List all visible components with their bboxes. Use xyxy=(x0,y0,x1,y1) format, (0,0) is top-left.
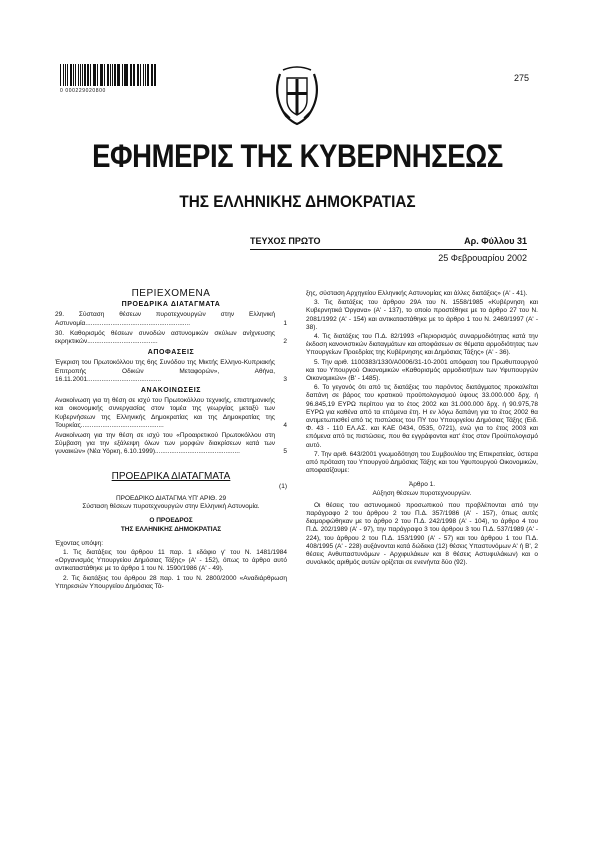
barcode-bar xyxy=(63,64,64,86)
barcode-bar xyxy=(78,64,79,86)
barcode-bar xyxy=(97,64,98,86)
barcode-bar xyxy=(147,64,149,86)
barcode-bar xyxy=(101,64,102,86)
gazette-subtitle: ΤΗΣ ΕΛΛΗΝΙΚΗΣ ΔΗΜΟΚΡΑΤΙΑΣ xyxy=(179,192,416,211)
barcode-bar xyxy=(84,64,85,86)
barcode-bar xyxy=(138,64,139,86)
toc-section-heading: ΑΝΑΚΟΙΝΩΣΕΙΣ xyxy=(140,387,202,395)
greek-coat-of-arms-icon xyxy=(274,66,320,126)
barcode-bar xyxy=(90,64,91,86)
barcode-bar xyxy=(151,64,152,86)
barcode-bar xyxy=(154,64,155,86)
article-text: Οι θέσεις του αστυνομικού προσωπικού που προβλέπονται από την παράγραφο 2 του άρθρου 2 του Π.Δ. 357/1986 (Α' - 157), όπως αυτές διαμορφώθηκαν με το άρθρο 2 του Π.Δ. 242/1998 (Α' - 104), το άρθρο 4 του Π.Δ. 202/1989 (Α' - 97), την παράγραφο 3 του άρθρου 3 του Π.Δ. 537/1989 (Α' - 224), του άρθρου 2 του Π.Δ. 153/1990 (Α' - 57) και του άρθρου 1 του Π.Δ. 408/1995 (Α' - 228) αυξάνονται κατά δώδεκα (12) θέσεις Υπαστυνόμων Α' ή Β', 2 θέσεις Ανθυπαστυνόμων - Αρχιφυλάκων και 8 θέσεις Αστυφυλάκων) και ο συνολικός αριθμός αυτών ορίζεται σε ενενήντα δύο (92). xyxy=(306,501,538,567)
barcode-bar xyxy=(118,64,119,86)
decree-paragraph: 2. Τις διατάξεις του άρθρου 28 παρ. 1 του Ν. 2800/2000 «Αναδιάρθρωση Υπηρεσιών Υπουργείου Δημόσιας Τά- xyxy=(55,574,287,590)
decree-paragraph: 7. Την αριθ. 643/2001 γνωμοδότηση του Συμβουλίου της Επικρατείας, ύστερα από πρόταση του Υπουργού Δημόσιας Τάξης και του Υφυπουργού Οικονομικών, αποφασίζουμε: xyxy=(306,450,538,475)
barcode-bar xyxy=(70,64,72,86)
barcode-bar xyxy=(80,64,81,86)
having-regard: Έχοντας υπόψη: xyxy=(55,539,104,547)
barcode-bar xyxy=(122,64,123,86)
president-line-2: ΤΗΣ ΕΛΛΗΝΙΚΗΣ ΔΗΜΟΚΡΑΤΙΑΣ xyxy=(120,525,222,533)
toc-section-heading: ΠΡΟΕΔΡΙΚΑ ΔΙΑΤΑΓΜΑΤΑ xyxy=(121,301,221,309)
barcode-bar xyxy=(73,64,74,86)
barcode-bar xyxy=(87,64,89,86)
toc-title: ΠΕΡΙΕΧΟΜΕΝΑ xyxy=(131,288,211,299)
barcode-bar xyxy=(133,64,134,86)
president-line-1: Ο ΠΡΟΕΔΡΟΣ xyxy=(149,517,193,525)
left-column xyxy=(55,290,287,592)
page-number: 275 xyxy=(514,73,530,83)
barcode xyxy=(60,64,158,86)
toc-item: Έγκριση του Πρωτοκόλλου της 6ης Συνόδου της Μικτής Ελληνο-Κυπριακής Επιτροπής Οδικών Μεταφορών», Αθήνα, 16.11.2001......................................... 3 xyxy=(55,359,287,383)
right-column xyxy=(306,290,538,569)
barcode-bar xyxy=(82,64,83,86)
barcode-bar xyxy=(112,64,113,86)
barcode-bar xyxy=(60,64,61,86)
decree-paragraph: 4. Τις διατάξεις του Π.Δ. 82/1993 «Περιορισμός συναρμοδιότητας κατά την έκδοση κανονιστικών διαταγμάτων και αποφάσεων σε θέματα αρμοδιότητας των Υπουργείων Προεδρίας της Κυβέρνησης και Δημόσιας Τάξης» (Α' - 36). xyxy=(306,333,538,357)
decree-paragraph: ξης, σύσταση Αρχηγείου Ελληνικής Αστυνομίας και άλλες διατάξεις» (Α' - 41). xyxy=(306,290,528,297)
barcode-bar xyxy=(104,64,105,86)
barcode-bar xyxy=(117,64,118,86)
barcode-bar xyxy=(131,64,132,86)
toc-item: Ανακοίνωση για τη θέση σε ισχύ του Πρωτοκόλλου τεχνικής, επιστημονικής και οικονομικής συνεργασίας στον τομέα της γεωργίας μεταξύ των Κυβερνήσεων της Ελληνικής Δημοκρατίας και της Δημοκρατίας της Τουρκίας.............................................. 4 xyxy=(55,397,287,429)
toc-item: 30. Καθορισμός θέσεων συνοδών αστυνομικών σκύλων ανίχνευσης εκρηκτικών....................................... 2 xyxy=(55,329,287,346)
decree-number: ΠΡΟΕΔΡΙΚΟ ΔΙΑΤΑΓΜΑ ΥΠ' ΑΡΙΘ. 29 xyxy=(115,495,227,503)
barcode-bar xyxy=(145,64,146,86)
barcode-bar xyxy=(155,64,156,86)
barcode-bar xyxy=(137,64,138,86)
barcode-bar xyxy=(100,64,101,86)
barcode-bar xyxy=(67,64,68,86)
barcode-bar xyxy=(94,64,95,86)
decree-paragraph: 3. Τις διατάξεις του άρθρου 29Α του Ν. 1558/1985 «Κυβέρνηση και Κυβερνητικά Όργανα» (Α' - 137), το οποίο προστέθηκε με το άρθρο 27 του Ν. 2081/1992 (Α' - 154) και αντικαταστάθηκε με το άρθρο 1 του Ν. 2469/1997 (Α' - 38). xyxy=(306,299,538,331)
toc-item: Ανακοίνωση για την θέση σε ισχύ του «Προαιρετικού Πρωτοκόλλου στη Σύμβαση για την εξάλειψη όλων των μορφών διακρίσεων κατά των γυναικών» (Νέα Υόρκη, 6.10.1999)............................................... 5 xyxy=(55,432,287,456)
barcode-bar xyxy=(110,64,111,86)
section-marker: (1) xyxy=(279,482,287,490)
barcode-number: 0 000229020800 xyxy=(60,88,106,94)
barcode-bar xyxy=(140,64,141,86)
barcode-bar xyxy=(125,64,127,86)
issue-divider xyxy=(250,249,527,250)
barcode-bar xyxy=(130,64,131,86)
barcode-bar xyxy=(114,64,115,86)
decree-paragraph: 1. Τις διατάξεις του άρθρου 11 παρ. 1 εδάφιο γ' του Ν. 1481/1984 «Οργανισμός Υπουργείου Δημόσιας Τάξης» (Α' - 152), όπως το άρθρο αυτό αντικαταστάθηκε με το άρθρο 1 του Ν. 1590/1986 (Α' - 49). xyxy=(55,549,287,573)
barcode-bar xyxy=(65,64,66,86)
barcode-bar xyxy=(107,64,109,86)
decree-subject: Σύσταση θέσεων πυροτεχνουργών στην Ελληνική Αστυνομία. xyxy=(82,503,260,511)
article-title: Άρθρο 1. xyxy=(408,481,436,489)
issue-date: 25 Φεβρουαρίου 2002 xyxy=(438,253,527,263)
barcode-bar xyxy=(75,64,76,86)
decree-paragraph: 5. Την αριθ. 1100383/1330/Α0006/31-10-2001 απόφαση του Πρωθυπουργού και του Υπουργού Οικονομικών «Καθορισμός αρμοδιοτήτων των Υφυπουργών Οικονομικών» (Β' - 1485). xyxy=(306,358,538,383)
sheet-number: Αρ. Φύλλου 31 xyxy=(464,236,527,246)
barcode-bar xyxy=(93,64,94,86)
decree-paragraph: 6. Το γεγονός ότι από τις διατάξεις του παρόντος διατάγματος προκαλείται δαπάνη σε βάρος του κρατικού προϋπολογισμού ύψους 33.000.000 δρχ. ή 96.845,19 ΕΥΡΩ περίπου για το έτος 2002 και 31.000.000 δρχ. ή 90.975,78 ΕΥΡΩ για καθένα από τα επόμενα έτη. Η εν λόγω δαπάνη για το έτος 2002 θα αντιμετωπισθεί από τις πιστώσεις του ΠΥ του Υπουργείου Δημόσιας Τάξης (Ειδ. Φ. 43 - 110 ΕΛ.ΑΣ. και ΚΑΕ 0434, 0535, 0721), ενώ για το έτος 2003 και επόμενα από τις πιστώσεις, που θα εγγράφονται κατ' έτος στον Προϋπολογισμό αυτό. xyxy=(306,384,538,449)
toc-section-heading: ΑΠΟΦΑΣΕΙΣ xyxy=(147,349,195,357)
decrees-section-title: ΠΡΟΕΔΡΙΚΑ ΔΙΑΤΑΓΜΑΤΑ xyxy=(111,470,231,482)
issue-type: ΤΕΥΧΟΣ ΠΡΩΤΟ xyxy=(250,236,321,246)
barcode-bar xyxy=(124,64,125,86)
barcode-bar xyxy=(143,64,144,86)
gazette-title: ΕΦΗΜΕΡΙΣ ΤΗΣ ΚΥΒΕΡΝΗΣΕΩΣ xyxy=(92,138,503,174)
article-subtitle: Αύξηση θέσεων πυροτεχνουργών. xyxy=(372,489,472,497)
toc-item: 29. Σύσταση θέσεων πυροτεχνουργών στην Ελληνική Αστυνομία.......................................................... 1 xyxy=(55,311,287,327)
